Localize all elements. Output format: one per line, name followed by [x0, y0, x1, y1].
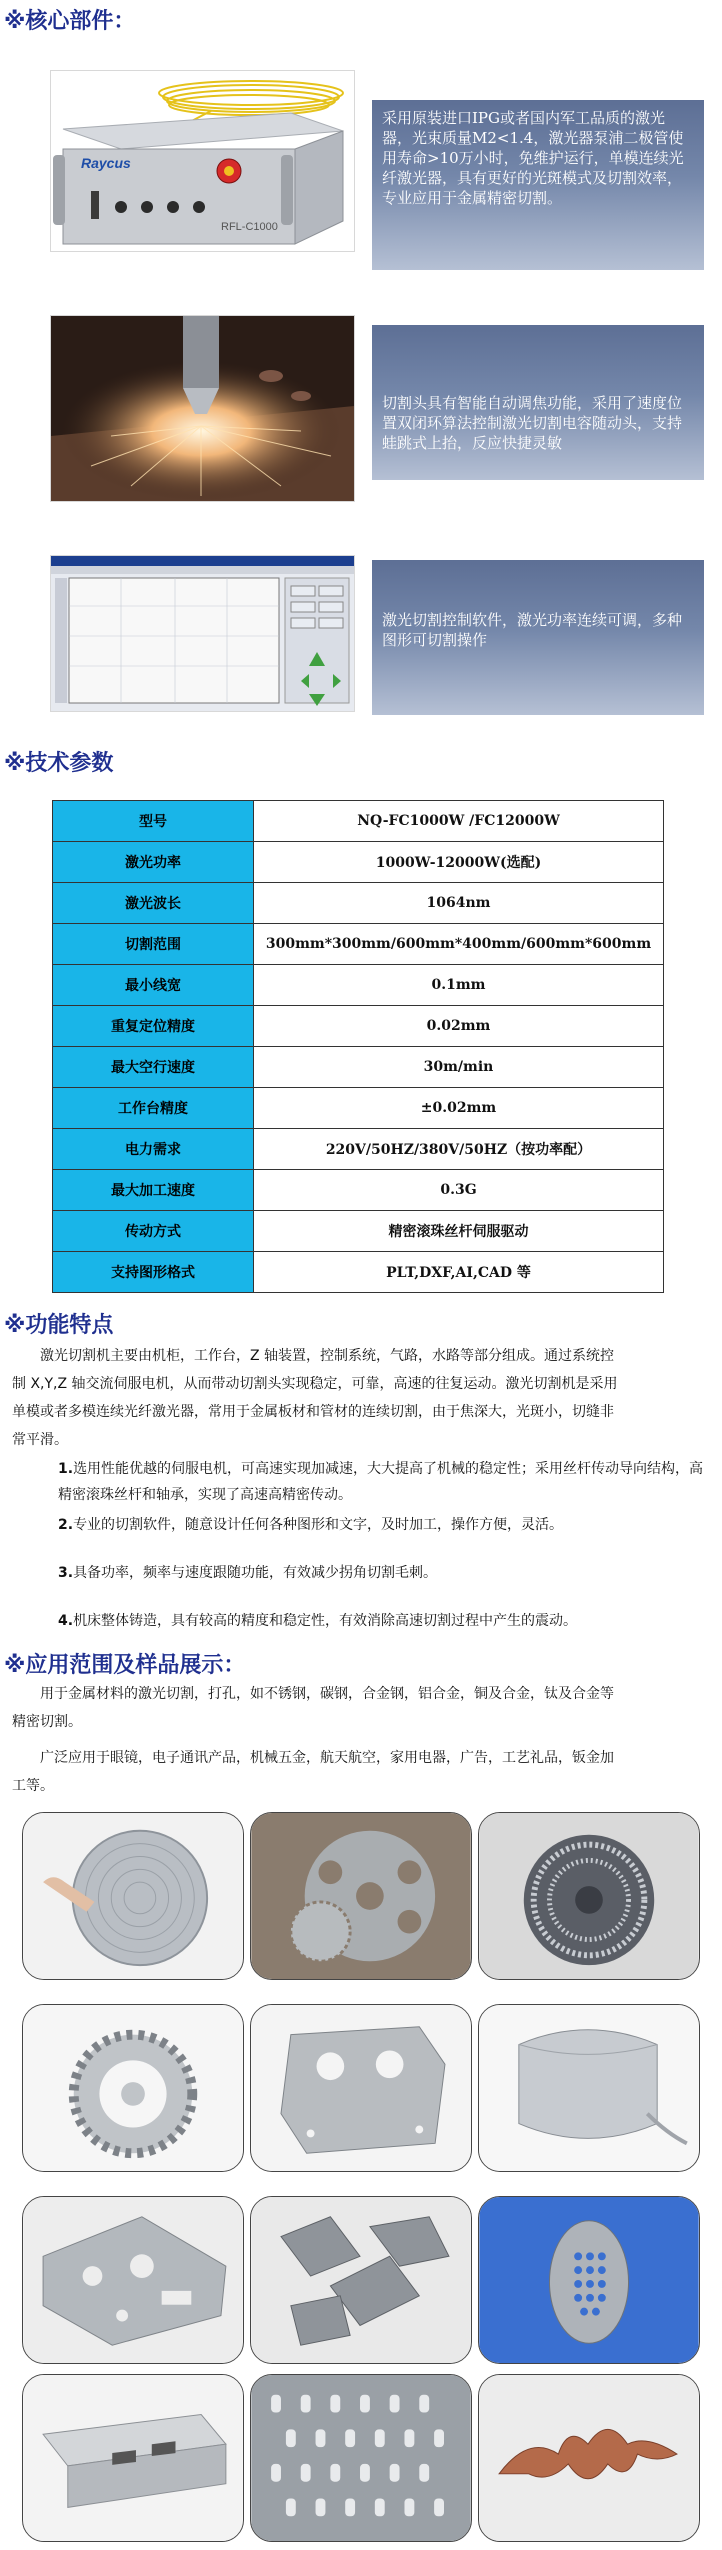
sample-perforated-sheet — [250, 2374, 472, 2542]
section-title-params: ※技术参数 — [4, 751, 114, 776]
spec-key: 电力需求 — [53, 1129, 254, 1170]
spec-key: 最大加工速度 — [53, 1170, 254, 1211]
spec-row — [53, 883, 664, 924]
sprocket-icon — [23, 2005, 243, 2171]
holed-bracket-icon — [251, 2005, 471, 2171]
core-caption-3 — [372, 560, 704, 715]
spec-table — [52, 800, 664, 1293]
cutting-head-image — [50, 315, 355, 502]
ornament-icon — [479, 2375, 699, 2541]
spec-key: 支持图形格式 — [53, 1252, 254, 1293]
sample-cut-plate — [22, 2196, 244, 2364]
brand-logo: Raycus — [81, 155, 131, 171]
spec-value: 0.02mm — [254, 1006, 664, 1047]
spec-value: PLT,DXF,AI,CAD 等 — [254, 1252, 664, 1293]
sample-sprocket — [22, 2004, 244, 2172]
cut-plate-icon — [23, 2197, 243, 2363]
spec-value: 1064nm — [254, 883, 664, 924]
features-intro — [12, 1342, 714, 1454]
core-caption-2 — [372, 325, 704, 480]
control-software-image — [50, 555, 355, 712]
perforated-sheet-icon — [251, 2375, 471, 2541]
spec-key: 激光波长 — [53, 883, 254, 924]
sample-etched-disc — [22, 1812, 244, 1980]
sample-folded-parts — [250, 2196, 472, 2364]
feature-item-3 — [58, 1560, 708, 1586]
features-intro-line: 单模或者多模连续光纤激光器，常用于金属板材和管材的连续切割，由于焦深大，光斑小，切缝非 — [12, 1404, 614, 1420]
applications-line: 精密切割。 — [12, 1714, 82, 1730]
feature-number: 1. — [58, 1461, 74, 1477]
spec-key: 传动方式 — [53, 1211, 254, 1252]
spec-row — [53, 965, 664, 1006]
feature-text: 选用性能优越的伺服电机，可高速实现加减速，大大提高了机械的稳定性；采用丝杆传动导向结构，高精密滚珠丝杆和轴承，实现了高速高精密传动。 — [58, 1461, 704, 1503]
mesh-screen-icon — [479, 2197, 699, 2363]
spec-value: 1000W-12000W(选配) — [254, 842, 664, 883]
laser-source-image — [50, 70, 355, 252]
sample-mesh-screen — [478, 2196, 700, 2364]
spec-row — [53, 1252, 664, 1293]
spec-value: 精密滚珠丝杆伺服驱动 — [254, 1211, 664, 1252]
spec-row — [53, 1211, 664, 1252]
spec-key: 重复定位精度 — [53, 1006, 254, 1047]
feature-text: 专业的切割软件，随意设计任何各种图形和文字，及时加工，操作方便，灵活。 — [73, 1517, 564, 1533]
model-label: RFL-C1000 — [221, 221, 278, 233]
feature-text: 具备功率，频率与速度跟随功能，有效减少拐角切割毛刺。 — [73, 1565, 438, 1581]
spec-key: 最小线宽 — [53, 965, 254, 1006]
section-title-core: ※核心部件： — [4, 9, 136, 34]
section-title-features: ※功能特点 — [4, 1313, 114, 1338]
gear-plate-icon — [251, 1813, 471, 1979]
features-intro-line: 激光切割机主要由机柜，工作台，Z 轴装置，控制系统，气路，水路等部分组成。通过系统控 — [12, 1348, 615, 1364]
sample-steel-band — [478, 2004, 700, 2172]
applications-line: 工等。 — [12, 1778, 54, 1794]
sample-gear-plate — [250, 1812, 472, 1980]
etched-disc-icon — [23, 1813, 243, 1979]
feature-number: 2. — [58, 1517, 74, 1533]
spec-key: 激光功率 — [53, 842, 254, 883]
spec-key: 最大空行速度 — [53, 1047, 254, 1088]
folded-parts-icon — [251, 2197, 471, 2363]
applications-line: 用于金属材料的激光切割，打孔，如不锈钢，碳钢，合金钢，铝合金，铜及合金，钛及合金等 — [12, 1686, 614, 1702]
box-panel-icon — [23, 2375, 243, 2541]
spec-row — [53, 1129, 664, 1170]
features-intro-line: 制 X,Y,Z 轴交流伺服电机，从而带动切割头实现稳定，可靠，高速的往复运动。激光切割机是采用 — [12, 1376, 618, 1392]
feature-item-1 — [58, 1456, 708, 1508]
steel-band-icon — [479, 2005, 699, 2171]
spec-row — [53, 801, 664, 842]
section-title-applications: ※应用范围及样品展示： — [4, 1653, 246, 1678]
features-intro-line: 常平滑。 — [12, 1432, 68, 1448]
spec-row — [53, 924, 664, 965]
spec-row — [53, 1170, 664, 1211]
spec-value: 300mm*300mm/600mm*400mm/600mm*600mm — [254, 924, 664, 965]
spec-value: 0.3G — [254, 1170, 664, 1211]
spec-row — [53, 1047, 664, 1088]
feature-item-2 — [58, 1512, 708, 1538]
core-caption-2-text: 切割头具有智能自动调焦功能，采用了速度位置双闭环算法控制激光切割电容随动头，支持蛙跳式上抬，反应快捷灵敏 — [382, 394, 683, 452]
sample-microfilter-disc — [478, 1812, 700, 1980]
spec-row — [53, 1006, 664, 1047]
spec-value: 220V/50HZ/380V/50HZ（按功率配） — [254, 1129, 664, 1170]
microfilter-disc-icon — [479, 1813, 699, 1979]
spec-key: 工作台精度 — [53, 1088, 254, 1129]
spec-value: 30m/min — [254, 1047, 664, 1088]
sample-holed-bracket — [250, 2004, 472, 2172]
core-caption-3-text: 激光切割控制软件，激光功率连续可调，多种图形可切割操作 — [382, 611, 683, 649]
spec-value: ±0.02mm — [254, 1088, 664, 1129]
spec-value: 0.1mm — [254, 965, 664, 1006]
spec-row — [53, 842, 664, 883]
spec-row — [53, 1088, 664, 1129]
applications-line: 广泛应用于眼镜，电子通讯产品，机械五金，航天航空，家用电器，广告，工艺礼品，钣金加 — [12, 1750, 614, 1766]
spec-key: 型号 — [53, 801, 254, 842]
feature-text: 机床整体铸造，具有较高的精度和稳定性，有效消除高速切割过程中产生的震动。 — [73, 1613, 578, 1629]
applications-text — [12, 1680, 714, 1800]
feature-number: 3. — [58, 1565, 74, 1581]
sample-box-panel — [22, 2374, 244, 2542]
spec-key: 切割范围 — [53, 924, 254, 965]
sample-ornament — [478, 2374, 700, 2542]
feature-item-4 — [58, 1608, 708, 1634]
feature-number: 4. — [58, 1613, 74, 1629]
spec-value: NQ-FC1000W /FC12000W — [254, 801, 664, 842]
core-caption-1: 采用原装进口IPG或者国内军工品质的激光器，光束质量M2<1.4，激光器泵浦二极管使用寿命>10万小时，免维护运行，单模连续光纤激光器，具有更好的光斑模式及切割效率，专业应用于金属精密切割。 — [372, 100, 704, 270]
